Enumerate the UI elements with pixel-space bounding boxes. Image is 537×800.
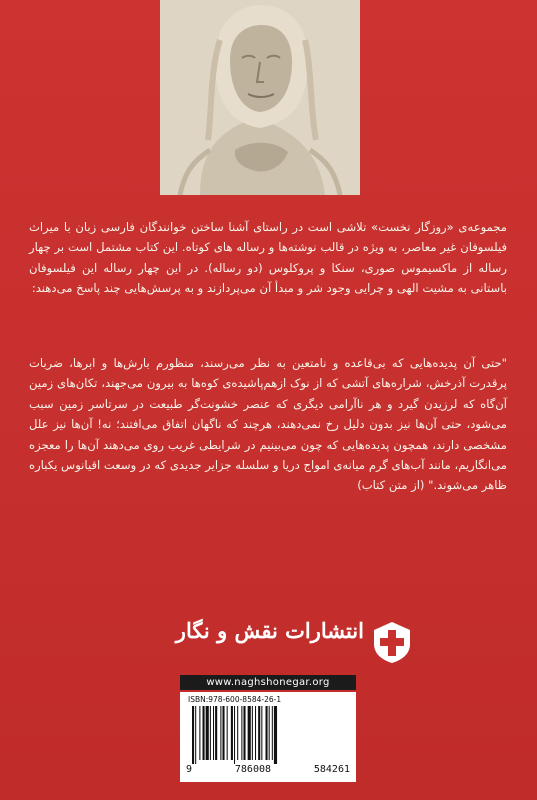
barcode-bar <box>269 706 270 760</box>
barcode-bar <box>266 706 268 760</box>
barcode-image <box>190 706 346 764</box>
barcode-digit-lead: 9 <box>186 764 193 775</box>
barcode-bar <box>199 706 200 760</box>
isbn-label: ISBN:978-600-8584-26-1 <box>188 695 282 704</box>
barcode-bar <box>258 706 260 760</box>
barcode-bar <box>227 706 228 760</box>
barcode-bar <box>215 706 217 760</box>
quote-paragraph <box>29 353 507 496</box>
barcode-bar <box>206 706 209 760</box>
barcode-bar <box>192 706 194 764</box>
description-paragraph <box>29 217 507 299</box>
shield-cross-logo-icon <box>372 620 412 668</box>
statue-portrait-image <box>160 0 360 195</box>
barcode-bar <box>255 706 256 760</box>
description-text: مجموعه‌ی «روزگار نخست» تلاشی است در راستای آشنا ساختن خوانندگان فارسی زبان با میراث فیلسوفان غیر معاصر، به ویژه در قالب نوشته‌ها و رساله های کوتاه. این کتاب مشتمل است بر چهار رساله از ماکسیموس صوری، سنکا و پروکلوس (دو رساله). در این چهار رساله این فیلسوفان باستانی به مشیت الهی و چرایی وجود شر و مبدأ آن می‌پردازند و به پرسش‌هایی چند پاسخ می‌دهند: <box>29 220 507 296</box>
barcode-digits-left: 786008 <box>234 764 272 775</box>
barcode-bar <box>231 706 233 760</box>
barcode-panel <box>180 692 356 782</box>
publisher-logo <box>175 616 364 668</box>
barcode-bar <box>261 706 262 760</box>
quote-text: "حتی آن پدیده‌هایی که بی‌قاعده و نامتعین به نظر می‌رسند، منظورم بارش‌ها و ابرها، ضربات پرقدرت آذرخش، شراره‌های آتشی که از نوک ازهم‌پاشیده‌ی کوه‌ها به بیرون می‌جهند، تکان‌های زمین آن‌گاه که لرزیدن گیرد و هر ناآرامی دیگری که عنصر خشونت‌گر طبیعت در سرتاسر زمین سبب می‌شود، حتی آن‌ها نیز بدون دلیل رخ نمی‌دهند، هرچند که ناگهان اتفاق می‌افتند؛ نه! آن‌ها نیز علل مشخصی دارند، همچون پدیده‌هایی که چون می‌بینیم در شرایطی غریب روی می‌دهند آن‌ها را معجزه می‌انگاریم، مانند آب‌های گرم میانه‌ی امواج دریا و سلسله جزایر جدیدی که در وسعت اقیانوس یکباره ظاهر می‌شوند." (از متن کتاب) <box>29 356 507 493</box>
barcode-bar <box>274 706 277 764</box>
barcode-bar <box>252 706 253 760</box>
barcode-bar <box>272 706 273 760</box>
barcode-bar <box>203 706 205 760</box>
barcode-bar <box>243 706 245 760</box>
barcode-bar <box>195 706 196 764</box>
barcode-digits-right: 584261 <box>313 764 350 775</box>
publisher-name: انتشارات نقش و نگار <box>175 618 364 643</box>
barcode-bar <box>220 706 221 760</box>
barcode-bar <box>241 706 242 760</box>
barcode-bar <box>213 706 214 760</box>
barcode-bar <box>222 706 224 760</box>
barcode-bar <box>237 706 238 760</box>
website-url: www.naghshonegar.org <box>180 675 356 690</box>
barcode-digits <box>186 764 350 775</box>
barcode-bar <box>210 706 211 760</box>
barcode-bar <box>248 706 251 760</box>
barcode-bar <box>234 706 235 764</box>
